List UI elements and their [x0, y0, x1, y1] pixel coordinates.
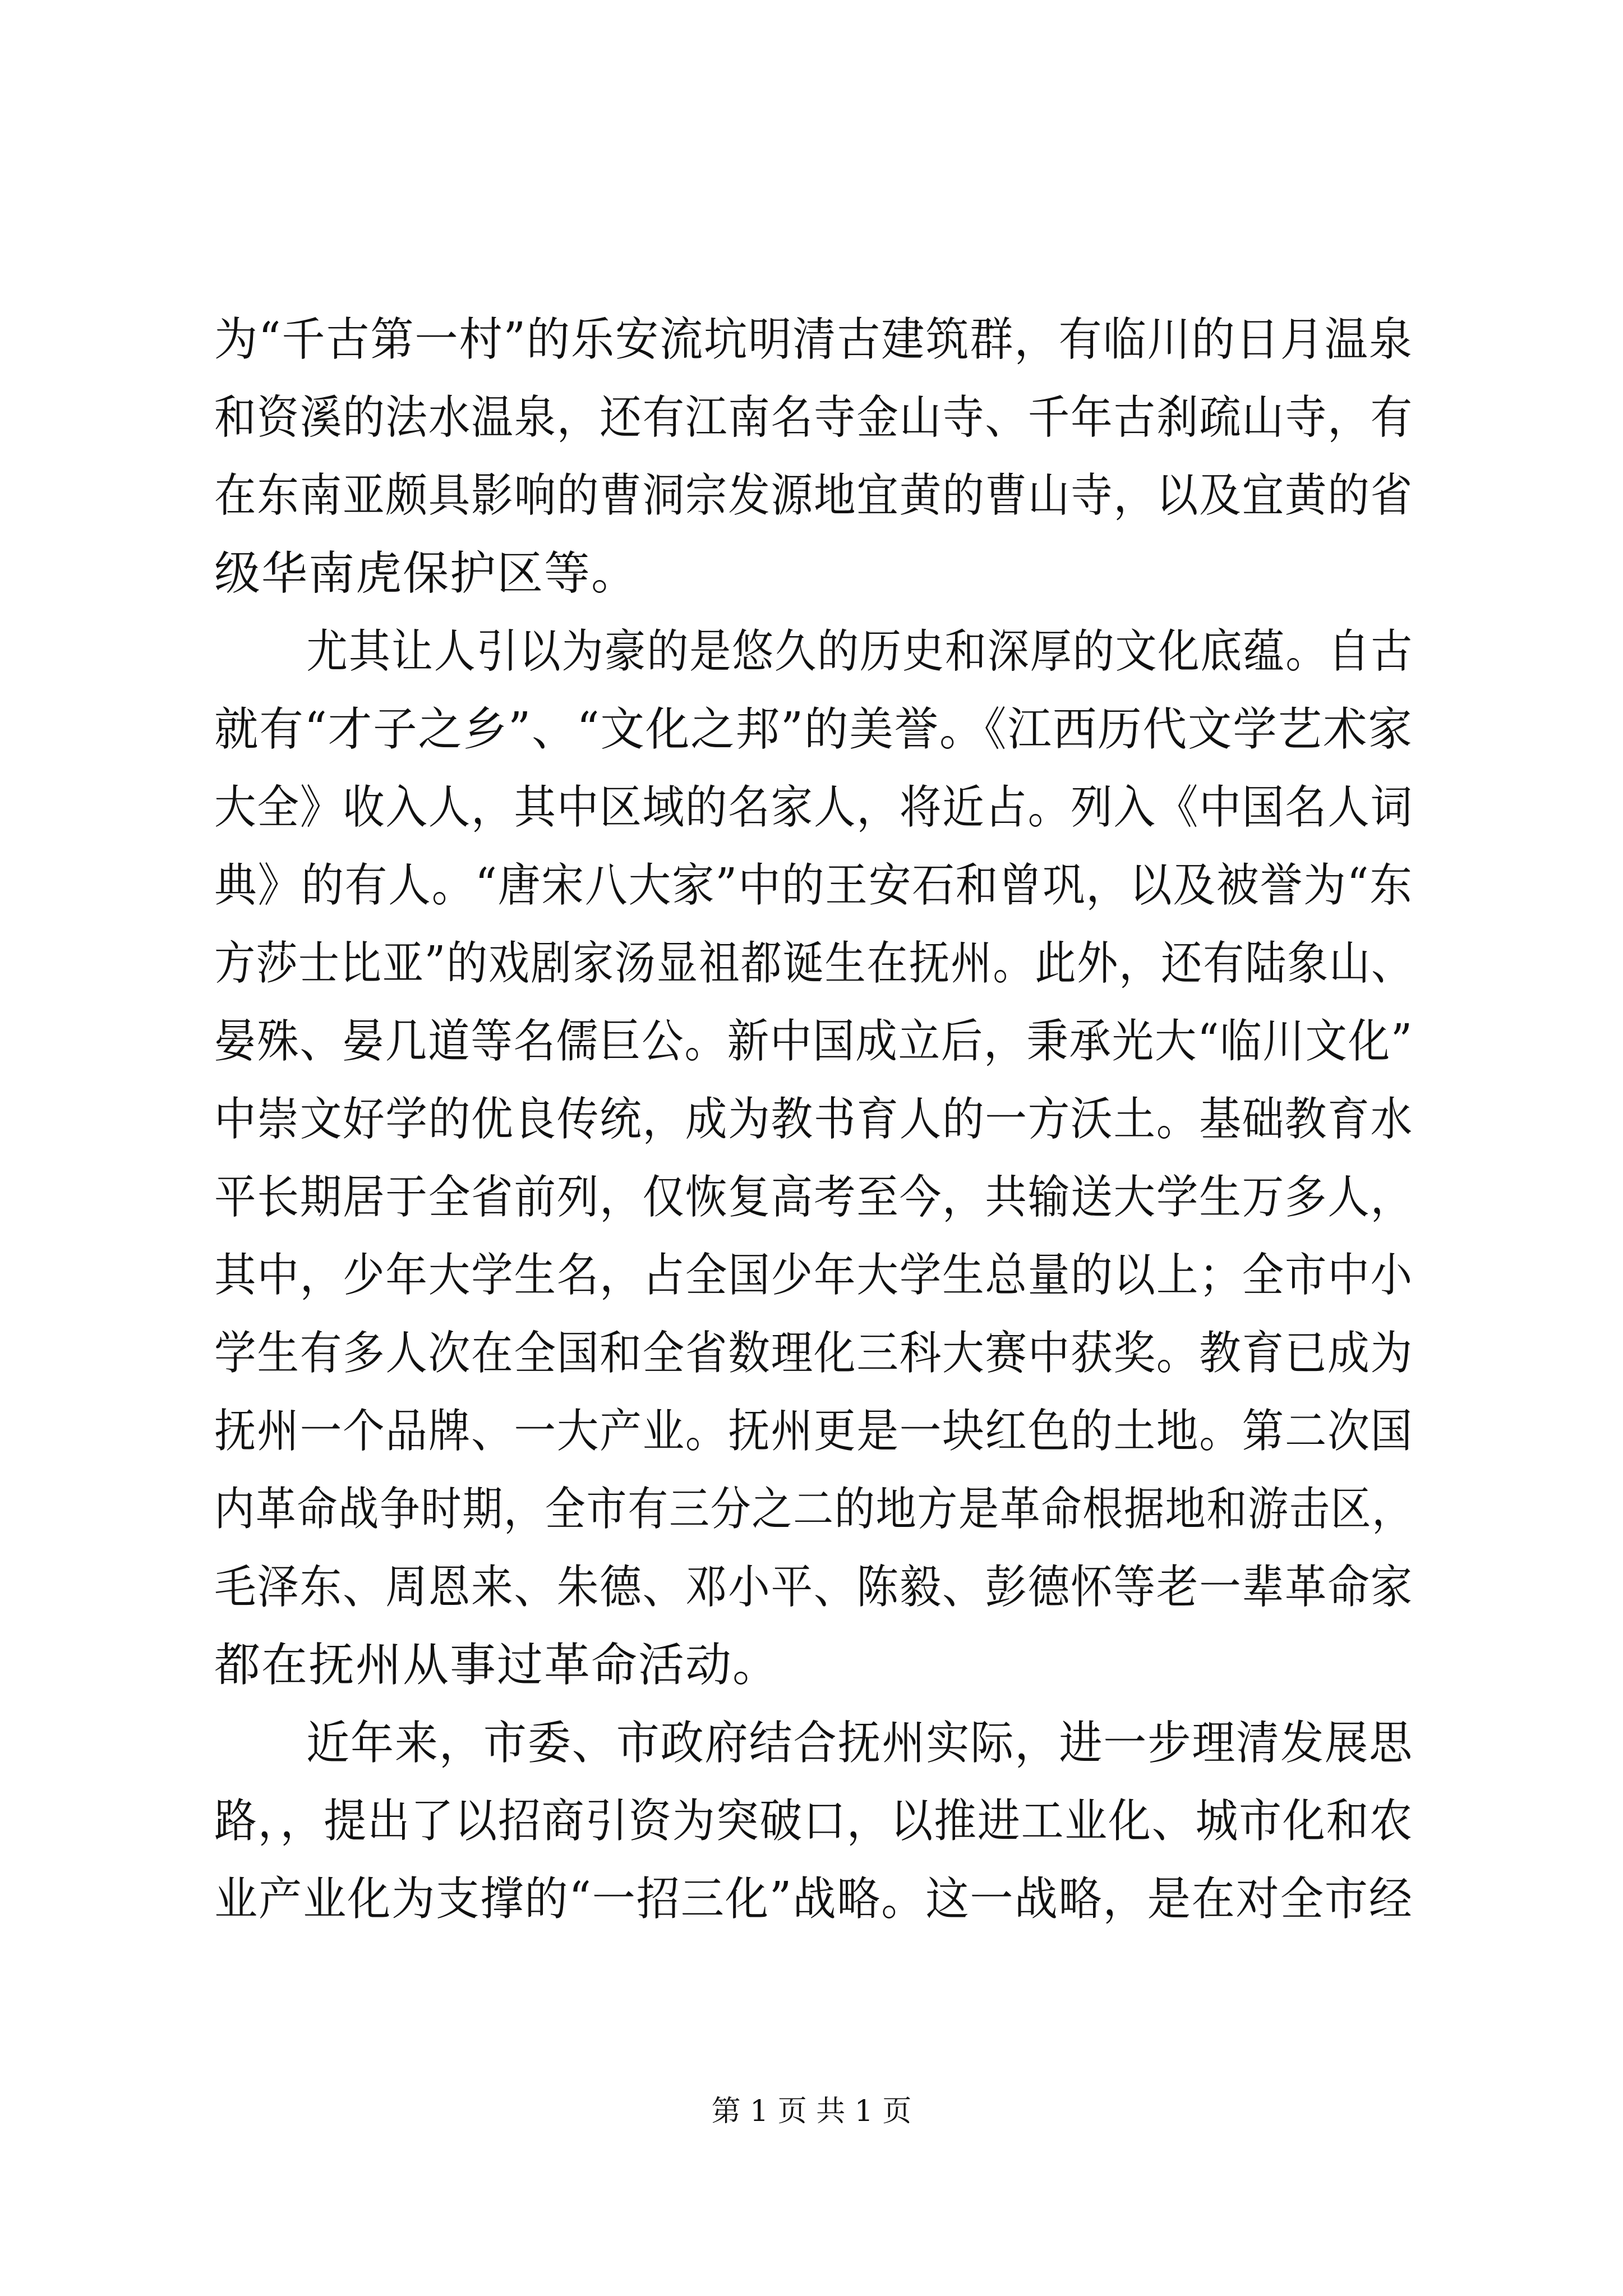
text-line-11: 中崇文好学的优良传统，成为教书育人的一方沃土。基础教育水 [214, 1093, 1414, 1146]
text-line-16: 内革命战争时期，全市有三分之二的地方是革命根据地和游击区， [214, 1483, 1414, 1536]
text-line-10: 晏殊、晏几道等名儒巨公。新中国成立后，秉承光大“临川文化” [214, 1015, 1413, 1068]
text-line-7: 大全》收入人，其中区域的名家人，将近占。列入《中国名人词 [214, 781, 1414, 834]
text-line-20: 路，，提出了以招商引资为突破口，以推进工业化、城市化和农 [214, 1795, 1414, 1848]
text-line-1: 为“千古第一村”的乐安流坑明清古建筑群，有临川的日月温泉 [214, 313, 1413, 366]
text-line-2: 和资溪的法水温泉，还有江南名寺金山寺、千年古刹疏山寺，有 [214, 391, 1414, 444]
text-line-18: 都在抚州从事过革命活动。 [214, 1639, 780, 1692]
text-line-21: 业产业化为支撑的“一招三化”战略。这一战略，是在对全市经 [214, 1872, 1413, 1926]
text-line-4: 级华南虎保护区等。 [214, 547, 639, 600]
text-line-9: 方莎士比亚”的戏剧家汤显祖都诞生在抚州。此外，还有陆象山、 [214, 937, 1413, 990]
text-line-15: 抚州一个品牌、一大产业。抚州更是一块红色的土地。第二次国 [214, 1405, 1414, 1458]
text-line-3: 在东南亚颇具影响的曹洞宗发源地宜黄的曹山寺，以及宜黄的省 [214, 469, 1414, 522]
page-number-footer: 第 1 页 共 1 页 [711, 2095, 912, 2128]
text-line-17: 毛泽东、周恩来、朱德、邓小平、陈毅、彭德怀等老一辈革命家 [214, 1561, 1414, 1614]
text-line-5: 尤其让人引以为豪的是悠久的历史和深厚的文化底蕴。自古 [306, 625, 1414, 678]
text-line-19: 近年来，市委、市政府结合抚州实际，进一步理清发展思 [306, 1717, 1414, 1770]
text-line-12: 平长期居于全省前列，仅恢复高考至今，共输送大学生万多人， [214, 1171, 1414, 1224]
text-line-14: 学生有多人次在全国和全省数理化三科大赛中获奖。教育已成为 [214, 1327, 1414, 1380]
text-line-8: 典》的有人。“唐宋八大家”中的王安石和曾巩，以及被誉为“东 [214, 859, 1413, 912]
text-line-6: 就有“才子之乡”、“文化之邦”的美誉。《江西历代文学艺术家 [214, 703, 1413, 756]
text-line-13: 其中，少年大学生名，占全国少年大学生总量的以上；全市中小 [214, 1249, 1414, 1302]
